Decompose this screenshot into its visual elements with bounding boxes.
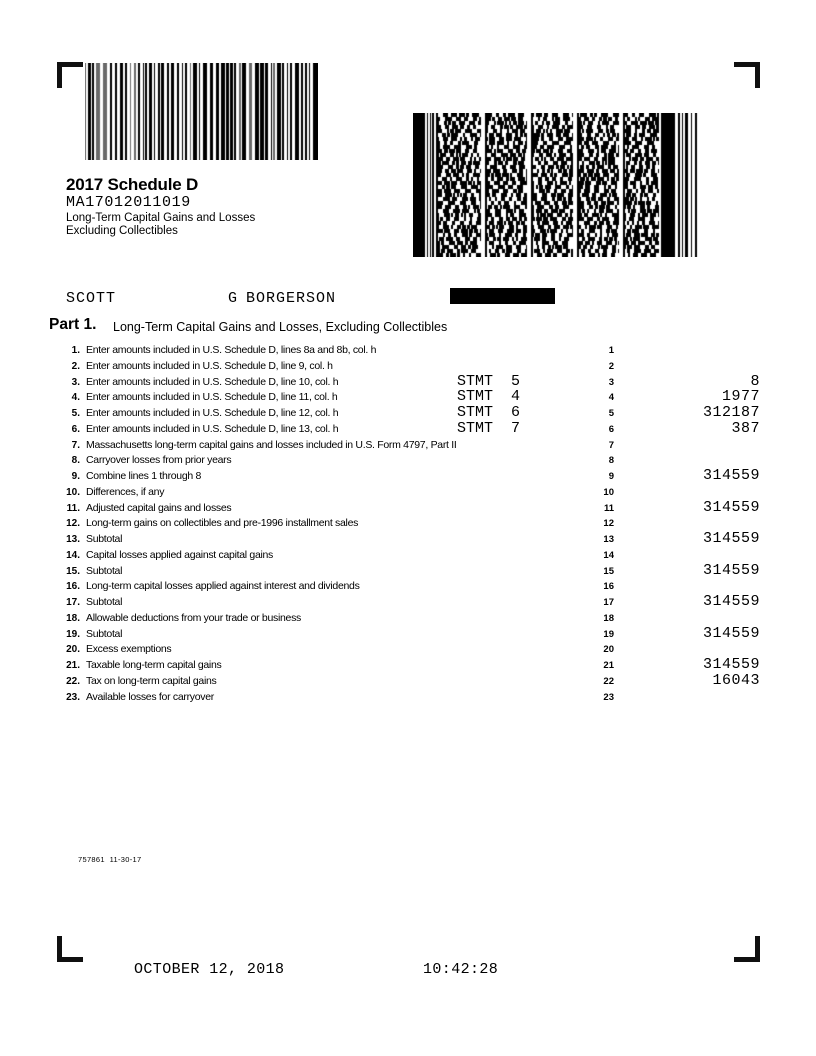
registration-mark-top-left (57, 62, 83, 88)
line-value: 8 (750, 372, 760, 390)
line-value: 387 (731, 419, 760, 437)
line-number: 19 (603, 628, 614, 640)
line-number: 10 (603, 486, 614, 498)
line-number: 13 (603, 534, 614, 545)
form-line-row (49, 642, 760, 658)
line-description: Tax on long-term capital gains (86, 674, 217, 687)
registration-mark-bottom-right (734, 936, 760, 962)
line-description: Excess exemptions (86, 643, 172, 656)
stmt-reference: STMT 6 (457, 404, 521, 421)
form-line-row (49, 611, 760, 627)
line-number: 3 (608, 376, 614, 388)
line-description: Subtotal (86, 596, 123, 608)
line-description: Massachusetts long-term capital gains and losses included in U.S. Form 4797, Part II (86, 438, 457, 451)
line-number: 8 (608, 455, 614, 467)
line-description: Taxable long-term capital gains (86, 659, 222, 671)
ssn-redaction-box (450, 288, 555, 304)
line-description: Enter amounts included in U.S. Schedule D, line 12, col. h (86, 407, 339, 419)
form-line-row (49, 579, 760, 595)
line-item-number: 18. (66, 612, 80, 624)
line-value: 314559 (702, 593, 760, 610)
line-number: 6 (608, 423, 614, 435)
form-line-row (49, 438, 760, 454)
line-number: 16 (603, 581, 614, 593)
line-description: Enter amounts included in U.S. Schedule D, line 13, col. h (86, 422, 339, 435)
line-description: Enter amounts included in U.S. Schedule D, lines 8a and 8b, col. h (86, 344, 377, 356)
form-line-row (49, 485, 760, 501)
line-number: 1 (608, 345, 614, 356)
line-description: Combine lines 1 through 8 (86, 470, 202, 482)
form-line-row (49, 343, 760, 359)
taxpayer-last-name: BORGERSON (246, 290, 337, 307)
stmt-reference: STMT 4 (457, 388, 521, 406)
line-number: 18 (603, 612, 614, 624)
line-item-number: 13. (66, 534, 80, 545)
line-number: 9 (608, 471, 614, 482)
linear-barcode (85, 63, 318, 160)
form-line-row (49, 516, 760, 532)
registration-mark-top-right (734, 62, 760, 88)
line-item-number: 10. (66, 486, 80, 498)
line-number: 22 (603, 675, 614, 687)
line-number: 2 (608, 360, 614, 372)
line-description: Allowable deductions from your trade or business (86, 611, 301, 624)
line-description: Long-term capital losses applied against interest and dividends (86, 580, 360, 593)
line-item-number: 9. (71, 471, 80, 482)
form-line-row (49, 561, 760, 580)
line-item-number: 8. (71, 455, 80, 467)
line-item-number: 15. (66, 565, 80, 577)
line-number: 21 (603, 660, 614, 671)
stmt-reference: STMT 5 (457, 372, 521, 390)
line-item-number: 2. (71, 360, 80, 372)
form-line-row (49, 595, 760, 611)
line-item-number: 21. (66, 660, 80, 671)
form-line-row (49, 390, 760, 406)
line-item-number: 20. (66, 644, 80, 656)
form-line-row (49, 532, 760, 548)
line-description: Enter amounts included in U.S. Schedule D, line 10, col. h (86, 375, 339, 388)
line-value: 312187 (702, 404, 760, 421)
line-number: 23 (603, 691, 614, 703)
form-line-row (49, 671, 760, 690)
print-date: OCTOBER 12, 2018 (134, 961, 285, 978)
line-item-number: 14. (66, 549, 80, 561)
line-number: 20 (603, 644, 614, 656)
form-line-row (49, 372, 760, 391)
line-item-number: 1. (71, 345, 80, 356)
form-line-row (49, 624, 760, 643)
part1-title: Long-Term Capital Gains and Losses, Excluding Collectibles (113, 320, 448, 334)
line-description: Subtotal (86, 533, 123, 545)
form-title: 2017 Schedule D (66, 175, 199, 194)
line-item-number: 5. (71, 408, 80, 419)
form-line-row (49, 469, 760, 485)
stmt-reference: STMT 7 (457, 419, 521, 437)
print-time: 10:42:28 (423, 961, 499, 978)
line-number: 12 (603, 518, 614, 530)
line-description: Available losses for carryover (86, 690, 214, 703)
line-number: 15 (603, 565, 614, 577)
line-value: 16043 (712, 671, 760, 689)
part1-label: Part 1. (49, 316, 97, 333)
line-value: 314559 (702, 498, 760, 516)
registration-mark-bottom-left (57, 936, 83, 962)
form-line-row (49, 406, 760, 422)
form-line-row (49, 658, 760, 674)
line-number: 7 (608, 439, 614, 451)
line-item-number: 17. (66, 597, 80, 608)
line-number: 11 (603, 502, 614, 514)
form-line-row (49, 453, 760, 469)
line-number: 4 (608, 392, 614, 404)
form-line-row (49, 690, 760, 706)
line-value: 314559 (702, 624, 760, 642)
line-number: 14 (603, 549, 614, 561)
line-item-number: 12. (66, 518, 80, 530)
form-barcode-number: MA17012011019 (66, 194, 191, 211)
line-number: 17 (603, 597, 614, 608)
form-line-row (49, 548, 760, 564)
form-line-row (49, 419, 760, 438)
line-description: Long-term gains on collectibles and pre-1996 installment sales (86, 517, 359, 530)
line-item-number: 16. (66, 581, 80, 593)
form-line-row (49, 359, 760, 375)
line-item-number: 19. (66, 628, 80, 640)
taxpayer-first-name: SCOTT (66, 290, 117, 307)
form-subtitle-line1: Long-Term Capital Gains and Losses (66, 212, 256, 224)
line-description: Differences, if any (86, 485, 165, 498)
line-description: Carryover losses from prior years (86, 454, 232, 467)
line-item-number: 6. (71, 423, 80, 435)
form-subtitle-line2: Excluding Collectibles (66, 225, 178, 237)
pdf417-2d-barcode (413, 113, 700, 257)
line-item-number: 22. (66, 675, 80, 687)
line-item-number: 3. (71, 376, 80, 388)
line-description: Adjusted capital gains and losses (86, 501, 232, 514)
line-value: 1977 (721, 388, 760, 406)
line-description: Subtotal (86, 564, 123, 577)
line-description: Enter amounts included in U.S. Schedule D, line 11, col. h (86, 391, 338, 404)
line-description: Subtotal (86, 627, 123, 640)
line-item-number: 11. (66, 502, 80, 514)
form-print-code: 757861 11-30-17 (78, 855, 142, 864)
line-item-number: 7. (71, 439, 80, 451)
line-value: 314559 (702, 656, 760, 673)
line-item-number: 23. (66, 691, 80, 703)
line-value: 314559 (702, 467, 760, 484)
form-line-row (49, 498, 760, 517)
line-description: Capital losses applied against capital gains (86, 548, 274, 561)
line-value: 314559 (702, 530, 760, 547)
line-description: Enter amounts included in U.S. Schedule D, line 9, col. h (86, 359, 333, 372)
line-item-number: 4. (71, 392, 80, 404)
taxpayer-middle-initial: G (228, 290, 239, 307)
line-number: 5 (608, 408, 614, 419)
line-value: 314559 (702, 561, 760, 579)
